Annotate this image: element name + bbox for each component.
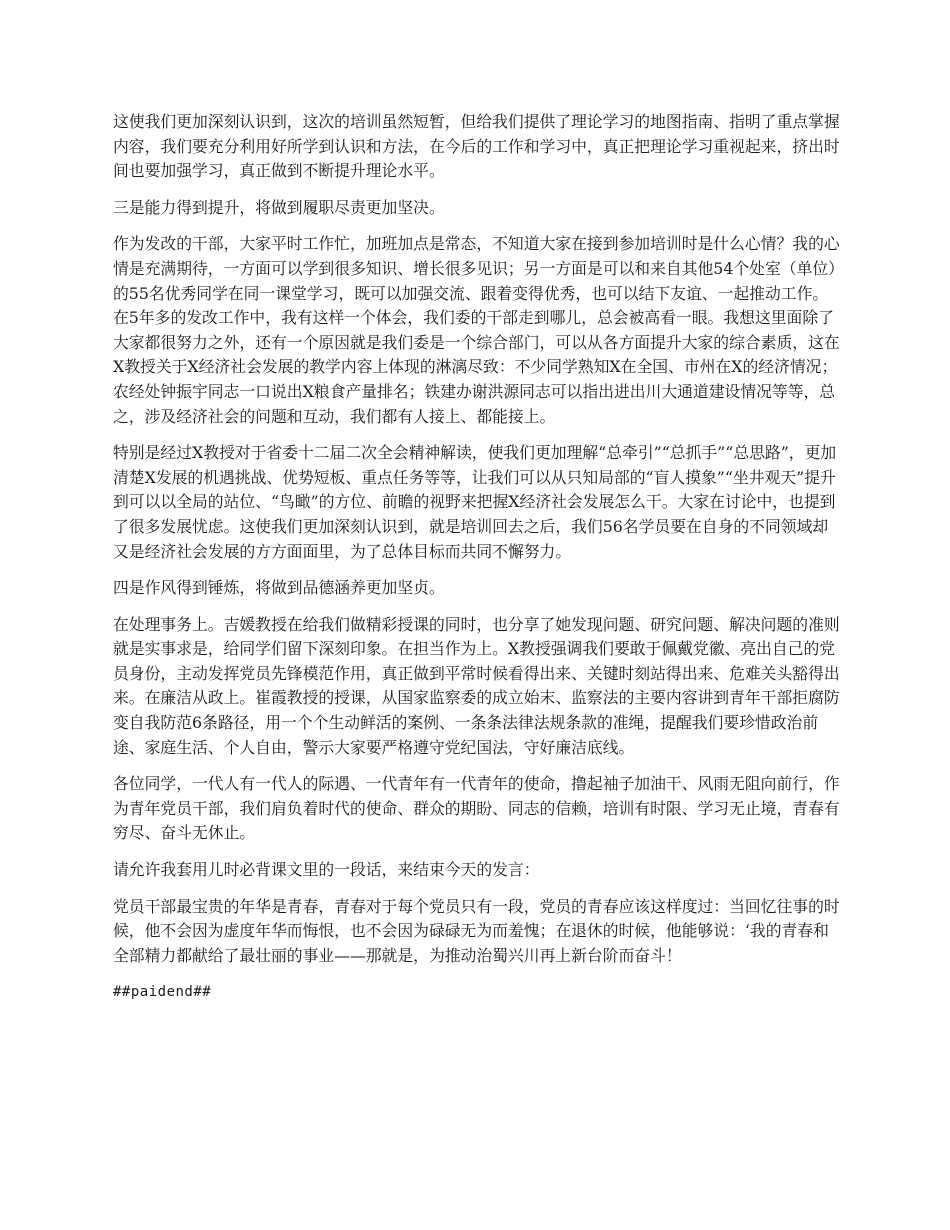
paragraph-5-heading: 四是作风得到锤炼，将做到品德涵养更加坚贞。 xyxy=(113,578,445,598)
paragraph-7: 各位同学，一代人有一代人的际遇、一代青年有一代青年的使命，撸起袖子加油干、风雨无阻向前行，作为青年党员干部，我们肩负着时代的使命、群众的期盼、同志的信赖，培训有时限、学习无止境，青春有穷尽、奋斗无休止。 xyxy=(113,774,840,843)
paragraph-1: 这使我们更加深刻认识到，这次的培训虽然短暂，但给我们提供了理论学习的地图指南、指明了重点掌握内容，我们要充分利用好所学到认识和方法，在今后的工作和学习中，真正把理论学习重视起来，挤出时间也要加强学习，真正做到不断提升理论水平。 xyxy=(113,112,840,181)
paragraph-9: 党员干部最宝贵的年华是青春，青春对于每个党员只有一段，党员的青春应该这样度过：当回忆往事的时候，他不会因为虚度年华而悔恨，也不会因为碌碌无为而羞愧；在退休的时候，他能够说：‘我的青春和全部精力都献给了最壮丽的事业——那就是，为推动治蜀兴川再上新台阶而奋斗！ xyxy=(113,896,840,965)
paragraph-8: 请允许我套用儿时必背课文里的一段话，来结束今天的发言： xyxy=(113,860,540,880)
paragraph-3: 作为发改的干部，大家平时工作忙，加班加点是常态，不知道大家在接到参加培训时是什么心情？我的心情是充满期待，一方面可以学到很多知识、增长很多见识；另一方面是可以和来自其他54个处室（单位）的55名优秀同学在同一课堂学习，既可以加强交流、跟着变得优秀，也可以结下友谊、一起推动工作。在5年多的发改工作中，我有这样一个体会，我们委的干部走到哪儿，总会被高看一眼。我想这里面除了大家都很努力之外，还有一个原因就是我们委是一个综合部门，可以从各方面提升大家的综合素质，这在X教授关于X经济社会发展的教学内容上体现的淋漓尽致：不少同学熟知X在全国、市州在X的经济情况；农经处钟振宇同志一口说出X粮食产量排名；铁建办谢洪源同志可以指出进出川大通道建设情况等等，总之，涉及经济社会的问题和互动，我们都有人接上、都能接上。 xyxy=(113,234,840,426)
paragraph-2-heading: 三是能力得到提升，将做到履职尽责更加坚决。 xyxy=(113,197,445,217)
document-page xyxy=(113,110,841,1004)
paragraph-4: 特别是经过X教授对于省委十二届二次全会精神解读，使我们更加理解“总牵引”“总抓手”“总思路”，更加清楚X发展的机遇挑战、优势短板、重点任务等等，让我们可以从只知局部的“盲人摸象”“坐井观天”提升到可以以全局的站位、“鸟瞰”的方位、前瞻的视野来把握X经济社会发展怎么干。大家在讨论中，也提到了很多发展忧虑。这使我们更加深刻认识到，就是培训回去之后，我们56名学员要在自身的不同领域却又是经济社会发展的方方面面里，为了总体目标而共同不懈努力。 xyxy=(113,443,837,561)
end-marker: ##paidend## xyxy=(113,984,212,1001)
paragraph-6: 在处理事务上。吉媛教授在给我们做精彩授课的同时，也分享了她发现问题、研究问题、解决问题的准则就是实事求是，给同学们留下深刻印象。在担当作为上。X教授强调我们要敢于佩戴党徽、亮出自己的党员身份，主动发挥党员先锋模范作用，真正做到平常时候看得出来、关键时刻站得出来、危难关头豁得出来。在廉洁从政上。崔霞教授的授课，从国家监察委的成立始末、监察法的主要内容讲到青年干部拒腐防变自我防范6条路径，用一个个生动鲜活的案例、一条条法律法规条款的准绳，提醒我们要珍惜政治前途、家庭生活、个人自由，警示大家要严格遵守党纪国法，守好廉洁底线。 xyxy=(113,614,840,757)
